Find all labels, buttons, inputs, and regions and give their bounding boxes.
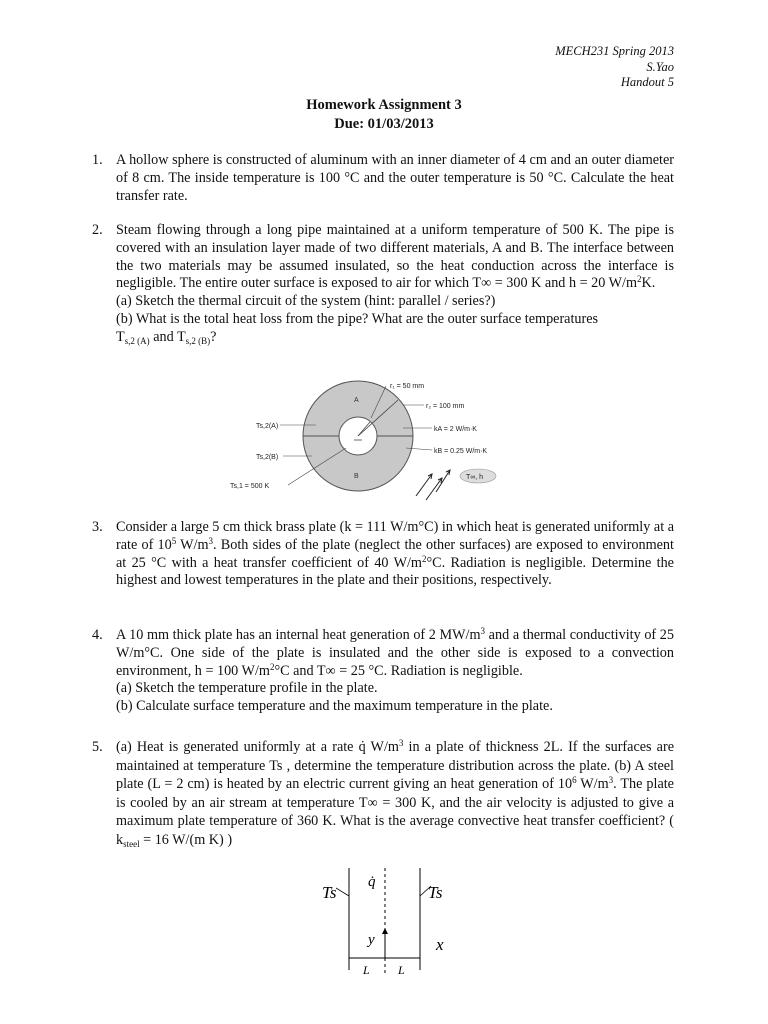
part-b: (b) What is the total heat loss from the pipe? What are the outer surface temperatures [116, 310, 599, 327]
material-b-label: B [354, 473, 359, 480]
text-4: °C. Radiation is negligible. Determine the highest and lowest temperatures in the plate and their positions, respectively. [116, 554, 674, 589]
y-label: y [368, 932, 375, 948]
problem-1 [92, 152, 674, 205]
superscript: 2 [421, 553, 427, 564]
subscript: steel [123, 838, 140, 849]
text-1: A 10 mm thick plate has an internal heat generation of 2 MW/m [116, 627, 481, 643]
text-3: W/m [576, 776, 609, 793]
superscript: 3 [480, 626, 486, 636]
superscript: 2 [637, 274, 642, 285]
assignment-title [0, 96, 768, 134]
l-right-label: L [398, 963, 405, 977]
ts-left-label: Ts [322, 883, 337, 902]
problem-text [116, 738, 674, 850]
question-mark: ? [210, 328, 217, 345]
airflow-arrows [416, 470, 450, 500]
part-a: (a) Sketch the thermal circuit of the system (hint: parallel / series?) [116, 293, 496, 310]
y-arrow [382, 928, 388, 934]
text-2: W/m [176, 536, 209, 553]
text-5: = 16 W/(m K) ) [139, 831, 233, 848]
superscript: 6 [572, 775, 577, 786]
problem-text-a: Steam flowing through a long pipe maintained at a uniform temperature of 500 K. The pipe is covered with an insulation layer made of two different materials, A and B. The interface between the two materials may be assumed insulated, so the heat conduction across the interface is negligible. The entire outer surface is exposed to air for which T∞ [116, 222, 674, 292]
problem-3 [92, 519, 674, 590]
problem-4 [92, 627, 674, 716]
text-2: in a plate of thickness 2L. If the surfaces are maintained at temperature Ts , determine the temperature distribution across the plate. (b) A steel plate (L = 2 cm) is heated by an electric current giving an heat generation of 10 [116, 739, 674, 793]
material-a-label: A [354, 397, 359, 404]
qdot-label: q̇ [368, 874, 376, 890]
superscript: 3 [208, 535, 214, 546]
subscript: s,2 (B) [185, 335, 211, 346]
part-b-cont [116, 329, 674, 347]
problem-text-b-end: K. [641, 275, 656, 292]
ts-right-label: Ts [428, 883, 443, 902]
superscript: 2 [269, 661, 275, 672]
superscript: 3 [398, 738, 404, 748]
problem-text [116, 627, 674, 716]
page-header [555, 44, 674, 91]
title-line: Homework Assignment 3 [306, 97, 462, 113]
part-b: (b) Calculate surface temperature and the maximum temperature in the plate. [116, 698, 553, 715]
ts2a-label: Ts,2(A) [256, 423, 279, 430]
text-3: . Both sides of the plate (neglect the other surfaces) are exposed to environment at 25 °C with a heat transfer coefficient of 40 W/m [116, 536, 674, 571]
l-left-label: L [363, 963, 370, 977]
and-text: and T [149, 328, 186, 345]
problem-number: 3. [92, 519, 103, 535]
ts1-label: Ts,1 = 500 K [230, 483, 270, 490]
kb-label: kB = 0.25 W/m·K [434, 448, 488, 455]
x-label: x [436, 935, 444, 954]
ts-label: T [116, 328, 125, 345]
problem-number: 1. [92, 152, 103, 168]
text-1: Consider a large 5 cm thick brass plate (k = 111 W/m°C) in which heat is generated uniformly at a rate of 10 [116, 519, 674, 553]
problem-text: A hollow sphere is constructed of aluminum with an inner diameter of 4 cm and an outer diameter of 8 cm. The inside temperature is 100 °C and the outer temperature is 50 °C. Calculate the heat transfer rate. [116, 152, 674, 204]
tinf-label: T∞, h [466, 474, 484, 481]
handout-label: Handout 5 [620, 75, 674, 89]
ka-label: kA = 2 W/m·K [434, 426, 477, 433]
text-3: °C and T∞ = 25 °C. Radiation is negligible. [274, 662, 523, 679]
problem-text [116, 222, 674, 347]
problem-2 [92, 222, 674, 347]
problem-text-b: = 300 K and h = 20 W/m [494, 275, 637, 292]
problem-number: 4. [92, 627, 103, 643]
ts2b-label: Ts,2(B) [256, 454, 279, 461]
plate-figure [310, 862, 460, 978]
part-a: (a) Sketch the temperature profile in the plate. [116, 680, 378, 697]
problem-number: 2. [92, 222, 103, 238]
problem-5 [92, 738, 674, 850]
superscript: 3 [608, 775, 614, 786]
text-1: (a) Heat is generated uniformly at a rate q̇ W/m [116, 739, 399, 755]
text-4: . The plate is cooled by an air stream at temperature T∞ = 300 K, and the air velocity is adjusted to give a maximum plate temperature of 360 K. What is the average convective heat transfer coefficient? ( k [116, 776, 674, 848]
text-2: and a thermal conductivity of 25 W/m°C. One side of the plate is insulated and the other side is exposed to a convection environment, h = 100 W/m [116, 627, 674, 679]
r1-label: r₁ = 50 mm [390, 383, 425, 390]
problem-number: 5. [92, 739, 103, 755]
subscript: s,2 (A) [124, 335, 150, 346]
problem-text [116, 519, 674, 590]
due-date: Due: 01/03/2013 [334, 116, 434, 132]
r2-label: r₂ = 100 mm [426, 403, 465, 410]
pipe-insulation-figure [228, 378, 518, 502]
ts-left-leader [336, 888, 349, 896]
superscript: 5 [171, 535, 177, 546]
course-label: MECH231 Spring 2013 [555, 44, 674, 58]
author-label: S.Yao [646, 59, 674, 74]
